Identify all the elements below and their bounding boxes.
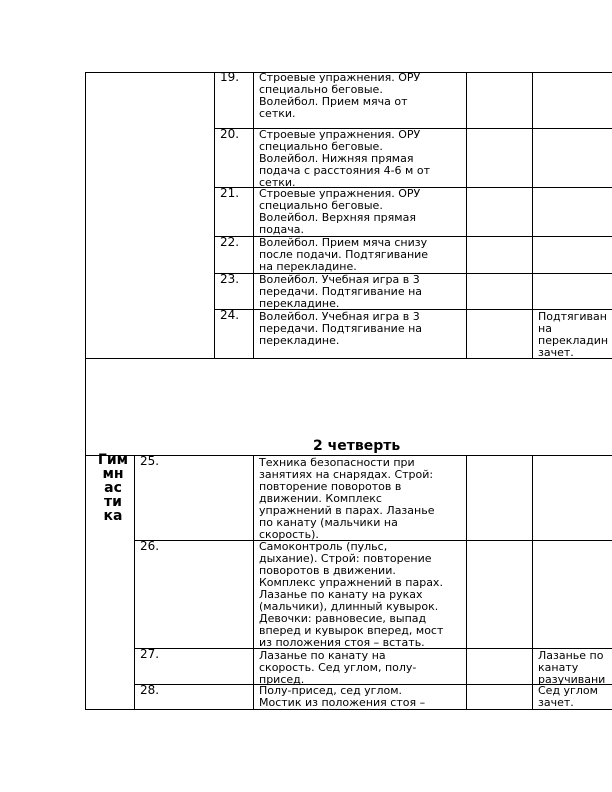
control-note-line: канату xyxy=(538,661,579,674)
lesson-number: 21. xyxy=(220,186,240,200)
control-note-line: перекладин xyxy=(538,334,609,347)
lesson-topic-line: упражнений в парах. Лазанье xyxy=(259,504,435,517)
lesson-topic-line: Волейбол. Учебная игра в 3 xyxy=(259,273,420,286)
column-divider xyxy=(466,455,467,709)
control-note-line: Сед углом xyxy=(538,684,598,697)
column-divider xyxy=(466,72,467,358)
column-divider xyxy=(532,455,533,709)
lesson-topic xyxy=(259,72,420,120)
control-note-line: разучивани xyxy=(538,673,606,686)
section-label-line: Гим xyxy=(97,452,129,468)
lesson-topic-line: дыхание). Строй: повторение xyxy=(259,552,432,565)
lesson-topic-line: Волейбол. Верхняя прямая xyxy=(259,211,416,224)
lesson-topic xyxy=(259,274,422,310)
control-note-line: Подтягиван xyxy=(538,310,607,323)
lesson-topic-line: Самоконтроль (пульс, xyxy=(259,540,388,553)
lesson-topic-line: сетки. xyxy=(259,107,296,120)
control-note-line: зачет. xyxy=(538,696,574,709)
section-label xyxy=(95,453,131,523)
section-label-line: ти xyxy=(104,494,122,510)
lesson-topic-line: скорость). xyxy=(259,528,319,541)
lesson-topic-line: специально беговые. xyxy=(259,83,383,96)
control-note-line: Лазанье по xyxy=(538,649,604,662)
lesson-topic-line: сетки. xyxy=(259,176,296,189)
column-divider xyxy=(134,455,135,709)
lesson-topic-line: перекладине. xyxy=(259,297,340,310)
lesson-topic-line: присед. xyxy=(259,673,305,686)
lesson-number: 23. xyxy=(220,272,240,286)
lesson-topic xyxy=(259,457,434,541)
lesson-topic-line: Лазанье по канату на xyxy=(259,649,386,662)
lesson-topic-line: (мальчики), длинный кувырок. xyxy=(259,600,439,613)
lesson-number: 25. xyxy=(140,454,160,468)
lesson-topic-line: Волейбол. Прием мяча от xyxy=(259,95,408,108)
lesson-topic-line: по канату (мальчики на xyxy=(259,516,398,529)
lesson-topic-line: вперед и кувырок вперед, мост xyxy=(259,624,444,637)
table-left-border xyxy=(85,72,86,709)
lesson-topic xyxy=(259,188,420,236)
row-divider xyxy=(85,358,612,359)
lesson-topic-line: после подачи. Подтягивание xyxy=(259,248,429,261)
lesson-number: 28. xyxy=(140,683,160,697)
lesson-topic-line: перекладине. xyxy=(259,334,340,347)
lesson-topic-line: Полу-присед, сед углом. xyxy=(259,684,403,697)
table-bottom-border xyxy=(85,709,612,710)
lesson-number: 26. xyxy=(140,539,160,553)
lesson-topic-line: Комплекс упражнений в парах. xyxy=(259,576,443,589)
lesson-topic-line: из положения стоя – встать. xyxy=(259,636,425,649)
control-note xyxy=(538,685,598,709)
lesson-topic-line: на перекладине. xyxy=(259,260,357,273)
column-divider xyxy=(214,72,215,358)
lesson-topic-line: Строевые упражнения. ОРУ xyxy=(259,71,421,84)
lesson-topic-line: Волейбол. Нижняя прямая xyxy=(259,152,414,165)
lesson-topic-line: Строевые упражнения. ОРУ xyxy=(259,128,421,141)
lesson-topic-line: подача. xyxy=(259,223,305,236)
column-divider xyxy=(532,72,533,358)
lesson-topic xyxy=(259,237,428,273)
control-note-line: на xyxy=(538,322,552,335)
lesson-topic-line: специально беговые. xyxy=(259,140,383,153)
lesson-topic-line: Мостик из положения стоя – xyxy=(259,696,426,709)
column-divider xyxy=(253,72,254,358)
lesson-topic-line: Лазанье по канату на руках xyxy=(259,588,423,601)
lesson-topic-line: подача с расстояния 4-6 м от xyxy=(259,164,430,177)
lesson-number: 19. xyxy=(220,70,240,84)
lesson-topic-line: движении. Комплекс xyxy=(259,492,382,505)
lesson-topic xyxy=(259,685,425,709)
section-label-line: мн xyxy=(102,466,124,482)
section-label-line: ас xyxy=(104,480,122,496)
quarter-heading: 2 четверть xyxy=(313,438,401,454)
column-divider xyxy=(253,455,254,709)
section-label-line: ка xyxy=(103,508,123,524)
lesson-topic xyxy=(259,541,443,649)
lesson-topic-line: занятиях на снарядах. Строй: xyxy=(259,468,434,481)
lesson-topic-line: Строевые упражнения. ОРУ xyxy=(259,187,421,200)
lesson-topic-line: Девочки: равновесие, выпад xyxy=(259,612,427,625)
lesson-topic-line: передачи. Подтягивание на xyxy=(259,322,423,335)
lesson-topic-line: Техника безопасности при xyxy=(259,456,415,469)
lesson-topic xyxy=(259,311,422,347)
lesson-topic-line: передачи. Подтягивание на xyxy=(259,285,423,298)
lesson-topic xyxy=(259,129,430,189)
lesson-topic-line: Волейбол. Учебная игра в 3 xyxy=(259,310,420,323)
lesson-number: 22. xyxy=(220,235,240,249)
control-note-line: зачет. xyxy=(538,346,574,359)
control-note xyxy=(538,650,605,686)
control-note xyxy=(538,311,608,359)
lesson-topic-line: повторение поворотов в xyxy=(259,480,402,493)
lesson-number: 20. xyxy=(220,127,240,141)
lesson-topic-line: скорость. Сед углом, полу- xyxy=(259,661,417,674)
lesson-topic xyxy=(259,650,416,686)
lesson-topic-line: специально беговые. xyxy=(259,199,383,212)
lesson-topic-line: поворотов в движении. xyxy=(259,564,396,577)
lesson-number: 27. xyxy=(140,647,160,661)
lesson-topic-line: Волейбол. Прием мяча снизу xyxy=(259,236,428,249)
lesson-number: 24. xyxy=(220,308,240,322)
